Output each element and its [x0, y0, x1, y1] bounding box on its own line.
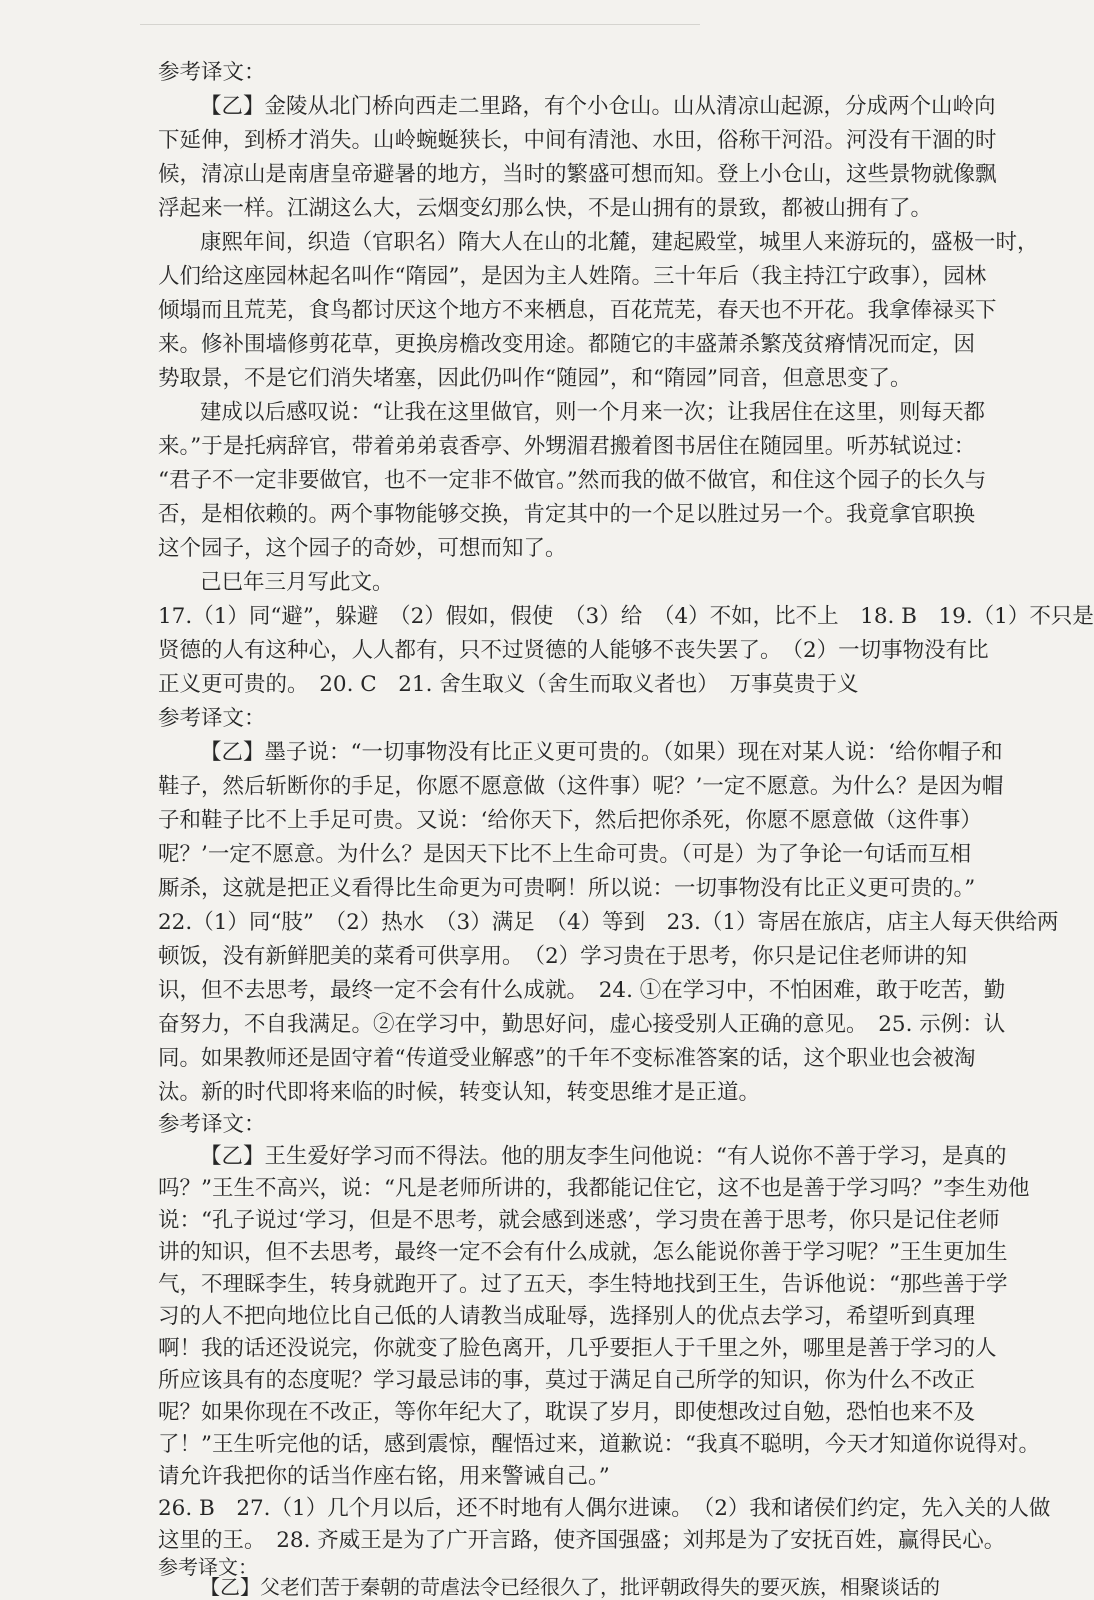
text-line: 了！”王生听完他的话，感到震惊，醒悟过来，道歉说：“我真不聪明，今天才知道你说得对。	[158, 1432, 1040, 1457]
text-line: 子和鞋子比不上手足可贵。又说：‘给你天下，然后把你杀死，你愿不愿意做（这件事）	[158, 808, 982, 833]
answer-line: 这里的王。 28. 齐威王是为了广开言路，使齐国强盛；刘邦是为了安抚百姓，赢得民心。	[158, 1528, 1006, 1553]
answer-line: 识，但不去思考，最终一定不会有什么成就。 24. ①在学习中，不怕困难，敢于吃苦，勤	[158, 978, 1006, 1003]
text-line: 人们给这座园林起名叫作“隋园”，是因为主人姓隋。三十年后（我主持江宁政事），园林	[158, 264, 987, 289]
text-line: 鞋子，然后斩断你的手足，你愿不愿意做（这件事）呢？’一定不愿意。为什么？是因为帽	[158, 774, 1004, 799]
text-line: 所应该具有的态度呢？学习最忌讳的事，莫过于满足自己所学的知识，你为什么不改正	[158, 1368, 976, 1393]
text-line: 己巳年三月写此文。	[200, 570, 394, 595]
text-line: 来。修补围墙修剪花草，更换房檐改变用途。都随它的丰盛萧杀繁茂贫瘠情况而定，因	[158, 332, 976, 357]
text-line: 下延伸，到桥才消失。山岭蜿蜒狭长，中间有清池、水田，俗称干河沿。河没有干涸的时	[158, 128, 997, 153]
text-line: 势取景，不是它们消失堵塞，因此仍叫作“随园”，和“隋园”同音，但意思变了。	[158, 366, 912, 391]
text-line: 【乙】金陵从北门桥向西走二里路，有个小仓山。山从清凉山起源，分成两个山岭向	[200, 94, 996, 119]
section-heading: 参考译文：	[158, 60, 266, 85]
text-line: 习的人不把向地位比自己低的人请教当成耻辱，选择别人的优点去学习，希望听到真理	[158, 1304, 976, 1329]
text-line: 来。”于是托病辞官，带着弟弟袁香亭、外甥湄君搬着图书居住在随园里。听苏轼说过：	[158, 434, 976, 459]
section-heading: 参考译文：	[158, 1112, 266, 1137]
text-line: 厮杀，这就是把正义看得比生命更为可贵啊！所以说：一切事物没有比正义更可贵的。”	[158, 876, 976, 901]
text-line: 候，清凉山是南唐皇帝避暑的地方，当时的繁盛可想而知。登上小仓山，这些景物就像飘	[158, 162, 997, 187]
text-line: “君子不一定非要做官，也不一定非不做官。”然而我的做不做官，和住这个园子的长久与	[158, 468, 987, 493]
answer-line: 26. B 27.（1）几个月以后，还不时地有人偶尔进谏。 （2）我和诸侯们约定，先入关的人做	[158, 1496, 1051, 1521]
answer-line: 正义更可贵的。 20. C 21. 舍生取义（舍生而取义者也） 万事莫贵于义	[158, 672, 859, 697]
answer-line: 贤德的人有这种心，人人都有，只不过贤德的人能够不丧失罢了。 （2）一切事物没有比	[158, 638, 989, 663]
section-heading: 参考译文：	[158, 1555, 258, 1579]
text-line: 建成以后感叹说：“让我在这里做官，则一个月来一次；让我居住在这里，则每天都	[200, 400, 985, 425]
answer-line: 奋努力，不自我满足。②在学习中，勤思好问，虚心接受别人正确的意见。 25. 示例：认	[158, 1012, 1006, 1037]
text-line: 讲的知识，但不去思考，最终一定不会有什么成就，怎么能说你善于学习呢？”王生更加生	[158, 1240, 1008, 1265]
answer-line: 同。如果教师还是固守着“传道受业解惑”的千年不变标准答案的话，这个职业也会被淘	[158, 1046, 976, 1071]
text-line: 这个园子，这个园子的奇妙，可想而知了。	[158, 536, 567, 561]
top-rule	[140, 24, 700, 25]
answer-line: 顿饭，没有新鲜肥美的菜肴可供享用。 （2）学习贵在于思考，你只是记住老师讲的知	[158, 944, 968, 969]
text-line: 吗？”王生不高兴，说：“凡是老师所讲的，我都能记住它，这不也是善于学习吗？”李生劝他	[158, 1176, 1030, 1201]
text-line: 否，是相依赖的。两个事物能够交换，肯定其中的一个足以胜过另一个。我竟拿官职换	[158, 502, 976, 527]
answer-line: 22.（1）同“肢” （2）热水 （3）满足 （4）等到 23.（1）寄居在旅店，店主人每天供给两	[158, 910, 1059, 935]
text-line: 康熙年间，织造（官职名）隋大人在山的北麓，建起殿堂，城里人来游玩的，盛极一时，	[200, 230, 1039, 255]
text-line: 【乙】父老们苦于秦朝的苛虐法令已经很久了，批评朝政得失的要灭族，相聚谈话的	[200, 1575, 940, 1599]
text-line: 说：“孔子说过‘学习，但是不思考，就会感到迷惑’，学习贵在善于思考，你只是记住老师	[158, 1208, 1000, 1233]
text-line: 啊！我的话还没说完，你就变了脸色离开，几乎要拒人于千里之外，哪里是善于学习的人	[158, 1336, 997, 1361]
text-line: 请允许我把你的话当作座右铭，用来警诫自己。”	[158, 1464, 610, 1489]
answer-line: 17.（1）同“避”，躲避 （2）假如，假使 （3）给 （4）不如，比不上 18. B 19.（1）不只是	[158, 604, 1094, 629]
text-line: 倾塌而且荒芜，食鸟都讨厌这个地方不来栖息，百花荒芜，春天也不开花。我拿俸禄买下	[158, 298, 997, 323]
text-line: 浮起来一样。江湖这么大，云烟变幻那么快，不是山拥有的景致，都被山拥有了。	[158, 196, 933, 221]
text-line: 气，不理睬李生，转身就跑开了。过了五天，李生特地找到王生，告诉他说：“那些善于学	[158, 1272, 1008, 1297]
section-heading: 参考译文：	[158, 706, 266, 731]
answer-line: 汰。新的时代即将来临的时候，转变认知，转变思维才是正道。	[158, 1080, 761, 1105]
text-line: 【乙】墨子说：“一切事物没有比正义更可贵的。（如果）现在对某人说：‘给你帽子和	[200, 740, 1003, 765]
text-line: 呢？’一定不愿意。为什么？是因天下比不上生命可贵。（可是）为了争论一句话而互相	[158, 842, 972, 867]
text-line: 【乙】王生爱好学习而不得法。他的朋友李生问他说：“有人说你不善于学习，是真的	[200, 1144, 1007, 1169]
text-line: 呢？如果你现在不改正，等你年纪大了，耽误了岁月，即使想改过自勉，恐怕也来不及	[158, 1400, 976, 1425]
